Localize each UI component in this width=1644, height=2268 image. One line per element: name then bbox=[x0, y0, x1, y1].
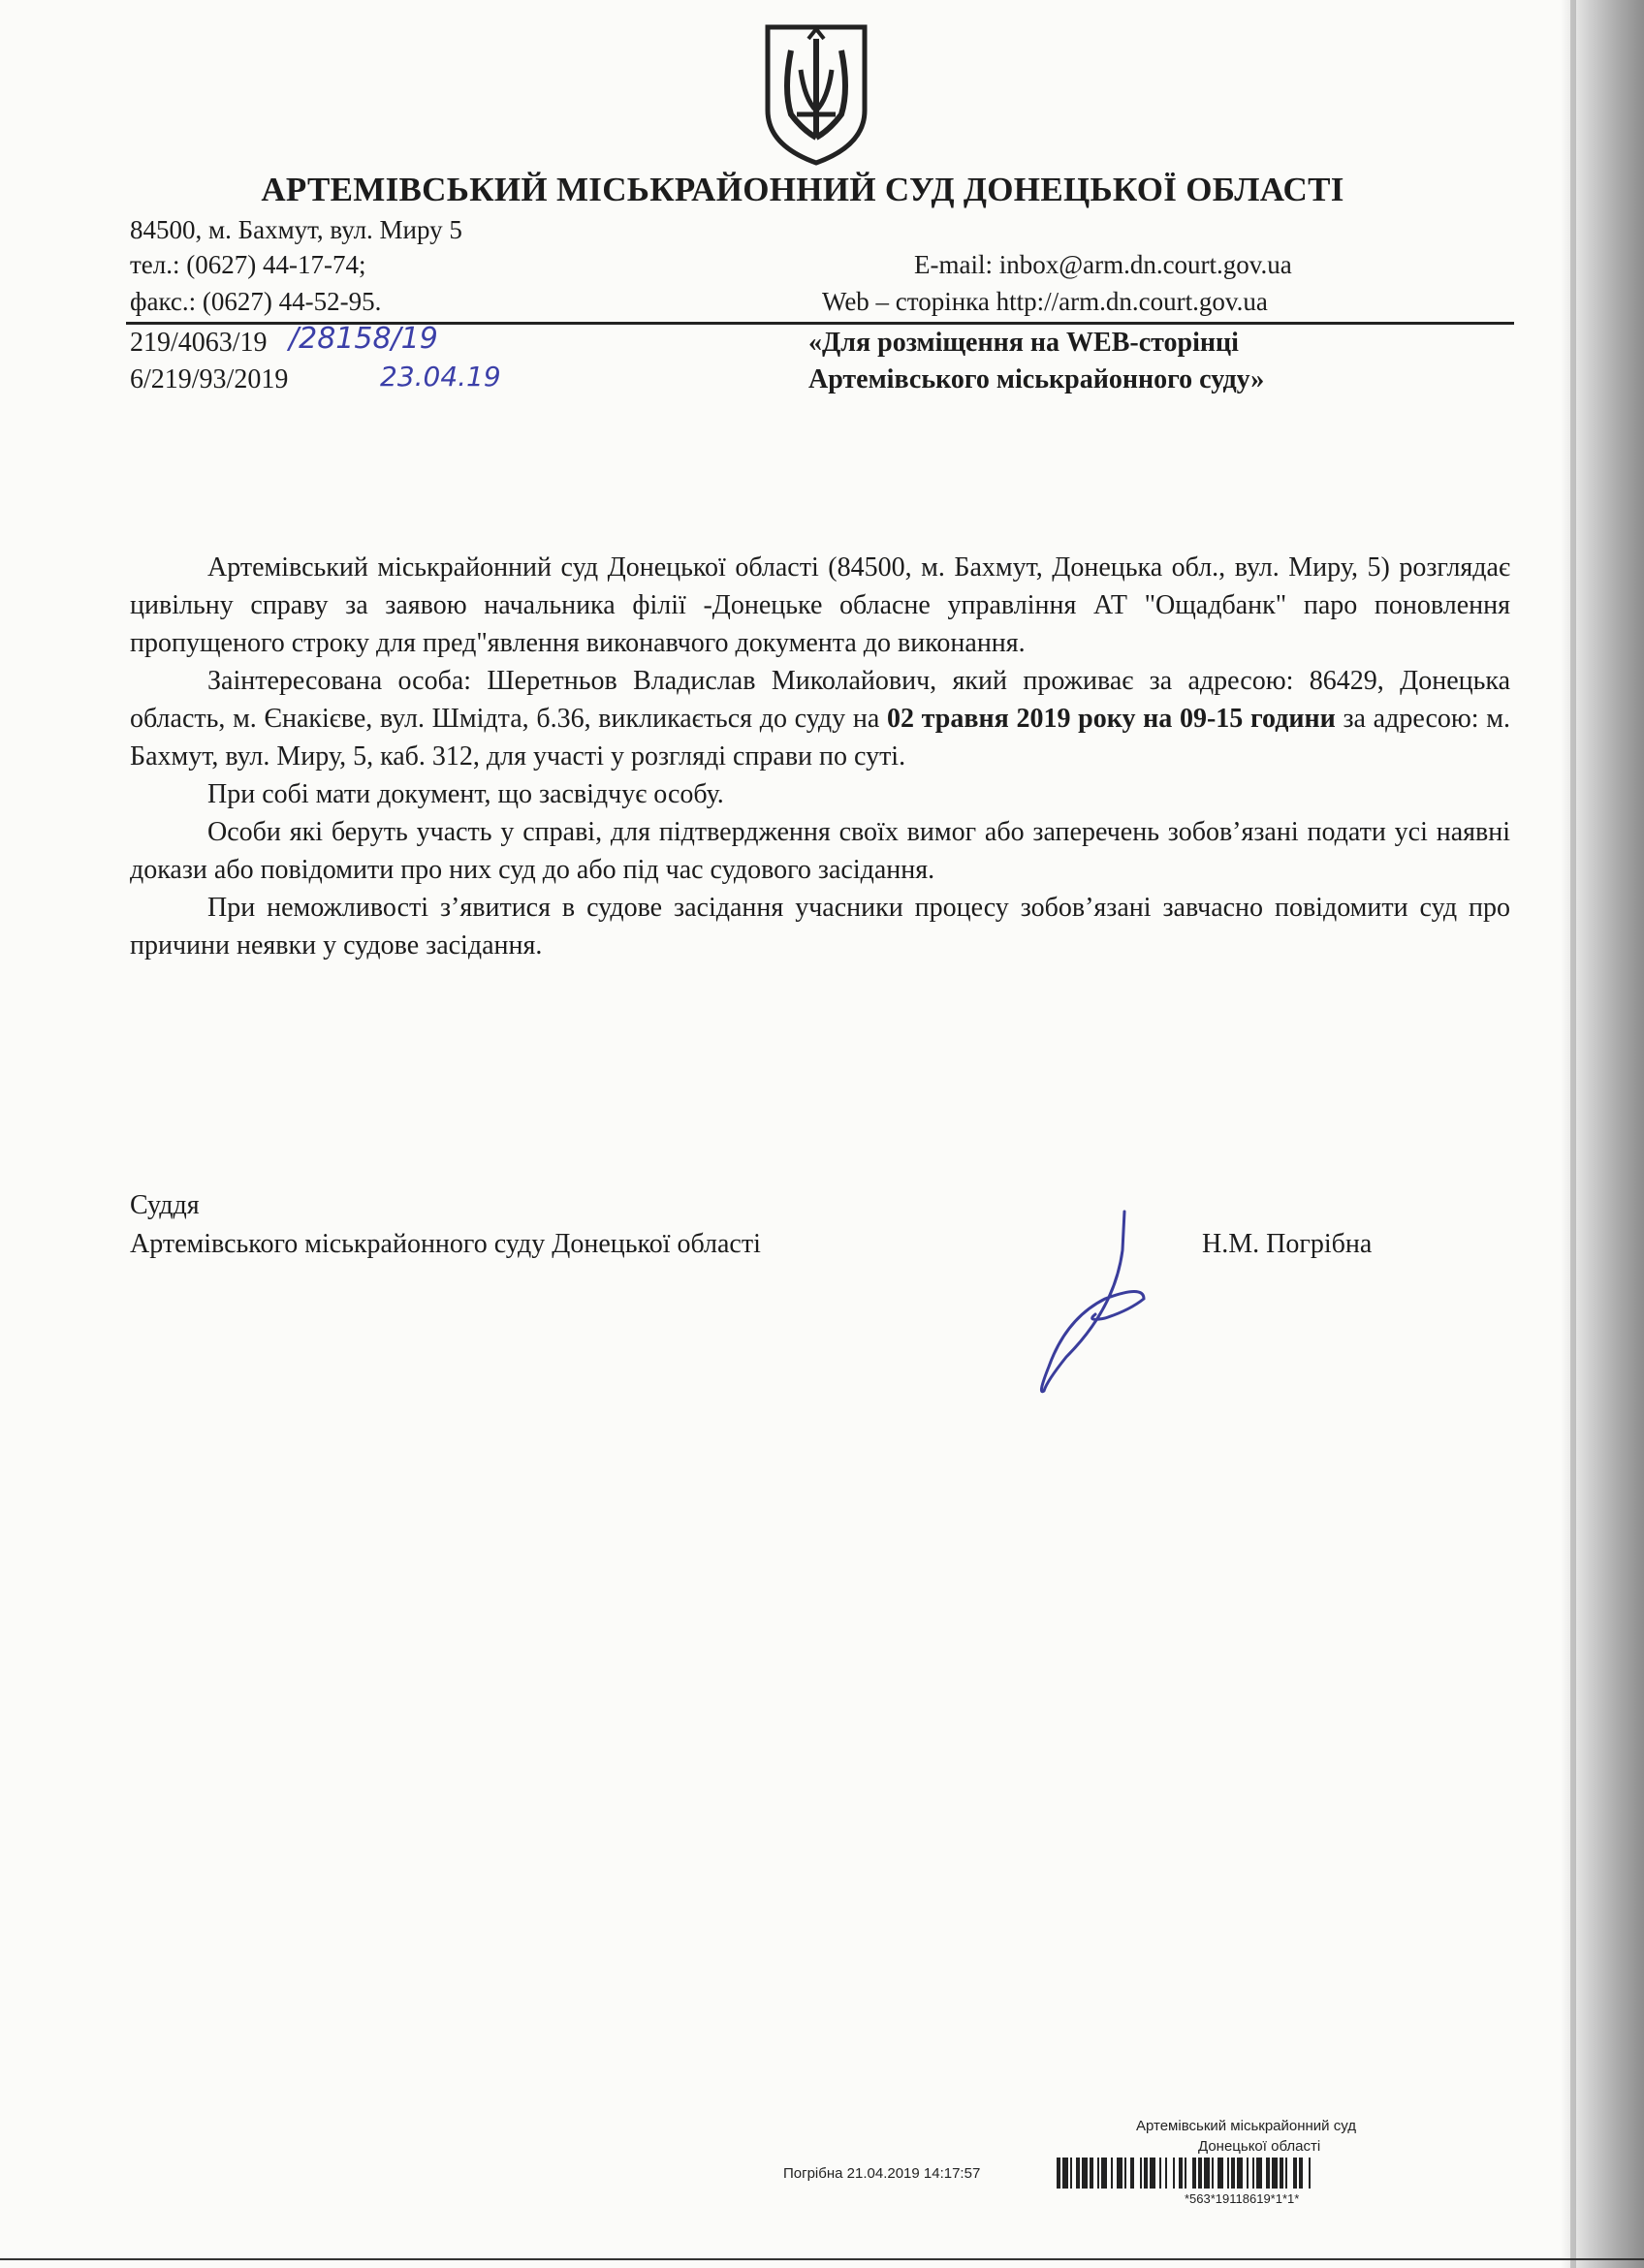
judge-name: Н.М. Погрібна bbox=[1202, 1229, 1373, 1259]
court-email: E-mail: inbox@arm.dn.court.gov.ua bbox=[914, 250, 1292, 279]
barcode-text: *563*19118619*1*1* bbox=[1185, 2191, 1300, 2206]
paragraph-id-document: При собі мати документ, що засвідчує особу. bbox=[207, 779, 724, 809]
paragraph-case-description: Артемівський міськрайонний суд Донецької області (84500, м. Бахмут, Донецька обл., вул. Миру, 5) розглядає цивільну справу за заявою начальника філії -Донецьке обласне управління АТ "Ощадбанк" паро поновлення пропущеного строку для пред"явлення виконавчого документа до виконання. bbox=[130, 552, 1510, 658]
barcode-icon bbox=[1057, 2158, 1512, 2189]
case-number-1: 219/4063/19 bbox=[130, 328, 268, 358]
case-number-2: 6/219/93/2019 bbox=[130, 364, 289, 394]
court-address: 84500, м. Бахмут, вул. Миру 5 bbox=[130, 215, 462, 244]
trident-coat-of-arms-icon bbox=[762, 21, 870, 167]
paragraph-absence: При неможливості з’явитися в судове засідання учасники процесу зобов’язані завчасно повідомити суд про причини неявки у судове засідання. bbox=[130, 893, 1510, 961]
court-phone: тел.: (0627) 44-17-74; bbox=[130, 250, 366, 279]
summons-text-start: Заінтересована особа: Шеретньов Владислав Миколайович, який проживає за адресою: 86429, Донецька область, м. Єнакієве, вул. Шмідта, б.36, викликається до суду на bbox=[130, 666, 1510, 734]
paragraph-summons bbox=[130, 662, 1510, 775]
scan-shadow-line bbox=[1570, 0, 1576, 2268]
stamp-signed-by: Погрібна 21.04.2019 14:17:57 bbox=[783, 2165, 981, 2182]
stamp-org-line2: Донецької області bbox=[1198, 2138, 1321, 2155]
handwritten-registration-number: /28158/19 bbox=[289, 322, 438, 356]
stamp-org-line1: Артемівський міськрайонний суд bbox=[1136, 2118, 1356, 2134]
handwritten-signature-icon bbox=[998, 1192, 1183, 1405]
handwritten-date: 23.04.19 bbox=[380, 361, 501, 393]
court-name-title: АРТЕМІВСЬКИЙ МІСЬКРАЙОННИЙ СУД ДОНЕЦЬКОЇ ОБЛАСТІ bbox=[261, 171, 1344, 208]
letter-body bbox=[130, 549, 1510, 964]
court-fax: факс.: (0627) 44-52-95. bbox=[130, 287, 382, 316]
signature-role: Суддя bbox=[130, 1190, 200, 1220]
page-bottom-edge bbox=[0, 2258, 1644, 2260]
hearing-date-time: 02 травня 2019 року на 09-15 години bbox=[886, 704, 1336, 734]
paragraph-evidence: Особи які беруть участь у справі, для підтвердження своїх вимог або заперечень зобов’язані подати усі наявні докази або повідомити про них суд до або під час судового засідання. bbox=[130, 817, 1510, 885]
court-website: Web – сторінка http://arm.dn.court.gov.ua bbox=[822, 287, 1268, 316]
summons-text-end: за адресою: м. Бахмут, вул. Миру, 5, каб. 312, для участі у розгляді справи по суті. bbox=[130, 704, 1510, 772]
publication-note-line2: Артемівського міськрайонного суду» bbox=[808, 364, 1265, 394]
publication-note-line1: «Для розміщення на WEB-сторінці bbox=[808, 328, 1239, 358]
signature-court: Артемівського міськрайонного суду Донецької області bbox=[130, 1229, 761, 1259]
